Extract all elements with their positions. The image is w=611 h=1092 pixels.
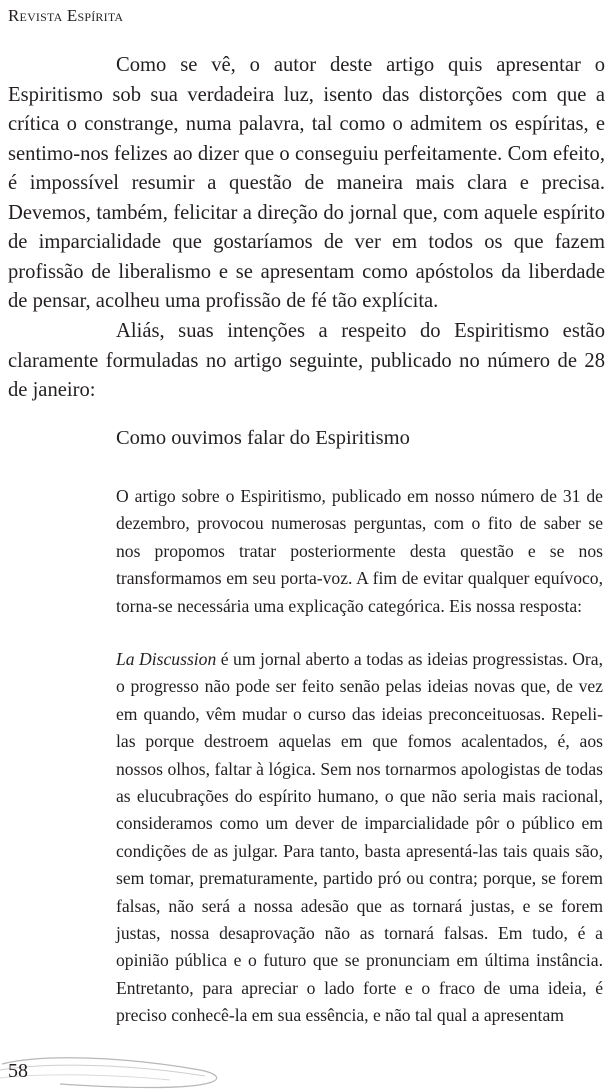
article-title: Como ouvimos falar do Espiritismo <box>116 427 410 449</box>
decorative-swoosh-icon <box>0 1040 230 1092</box>
page-number: 58 <box>8 1060 28 1082</box>
running-head: Revista Espírita <box>8 6 124 25</box>
body-paragraph-1: Como se vê, o autor deste artigo quis apresentar o Espiritismo sob sua verdadeira luz, isento das distorções com que a crítica o constrange, numa palavra, tal como o admitem os espíritas, e sentimo-nos felizes ao dizer que o conseguiu perfeitamente. Com efeito, é impossível resumir a questão de maneira mais clara e precisa. Devemos, também, felicitar a direção do jornal que, com aquele espírito de imparcialidade que gostaríamos de ver em todos os que fazem profissão de liberalismo e se apresentam como apóstolos da liberdade de pensar, acolheu uma profissão de fé tão explícita. <box>8 54 605 312</box>
article-paragraph-1: O artigo sobre o Espiritismo, publicado em nosso número de 31 de dezembro, provocou numerosas perguntas, com o fito de saber se nos propomos tratar posteriormente desta questão e se nos transformamos em seu porta-voz. A fim de evitar qualquer equívoco, torna-se necessária uma explicação categórica. Eis nossa resposta: <box>116 486 603 616</box>
article-paragraph-2-text: é um jornal aberto a todas as ideias progressistas. Ora, o progresso não pode ser feito senão pelas ideias novas que, de vez em quando, vêm mudar o curso das ideias preconceituosas. Repeli-las porque destroem aquelas em que fomos acalentados, é, aos nossos olhos, faltar à lógica. Sem nos tornarmos apologistas de todas as elucubrações do espírito humano, o que não seria mais racional, consideramos como um dever de imparcialidade pôr o público em condições de as julgar. Para tanto, basta apresentá-las tais quais são, sem tomar, prematuramente, partido pró ou contra; porque, se forem falsas, não será a nossa adesão que as tornará justas, e se forem justas, nossa desaprovação não as tornará falsas. Em tudo, é a opinião pública e o futuro que se pronunciam em última instância. Entretanto, para apreciar o lado forte e o fraco de uma ideia, é preciso conhecê-la em sua essência, e não tal qual a apresentam <box>116 649 603 1026</box>
body-paragraph-2: Aliás, suas intenções a respeito do Espiritismo estão claramente formuladas no artigo seguinte, publicado no número de 28 de janeiro: <box>8 320 605 401</box>
article-paragraph-2 <box>116 646 603 1030</box>
newspaper-name: La Discussion <box>116 649 217 669</box>
